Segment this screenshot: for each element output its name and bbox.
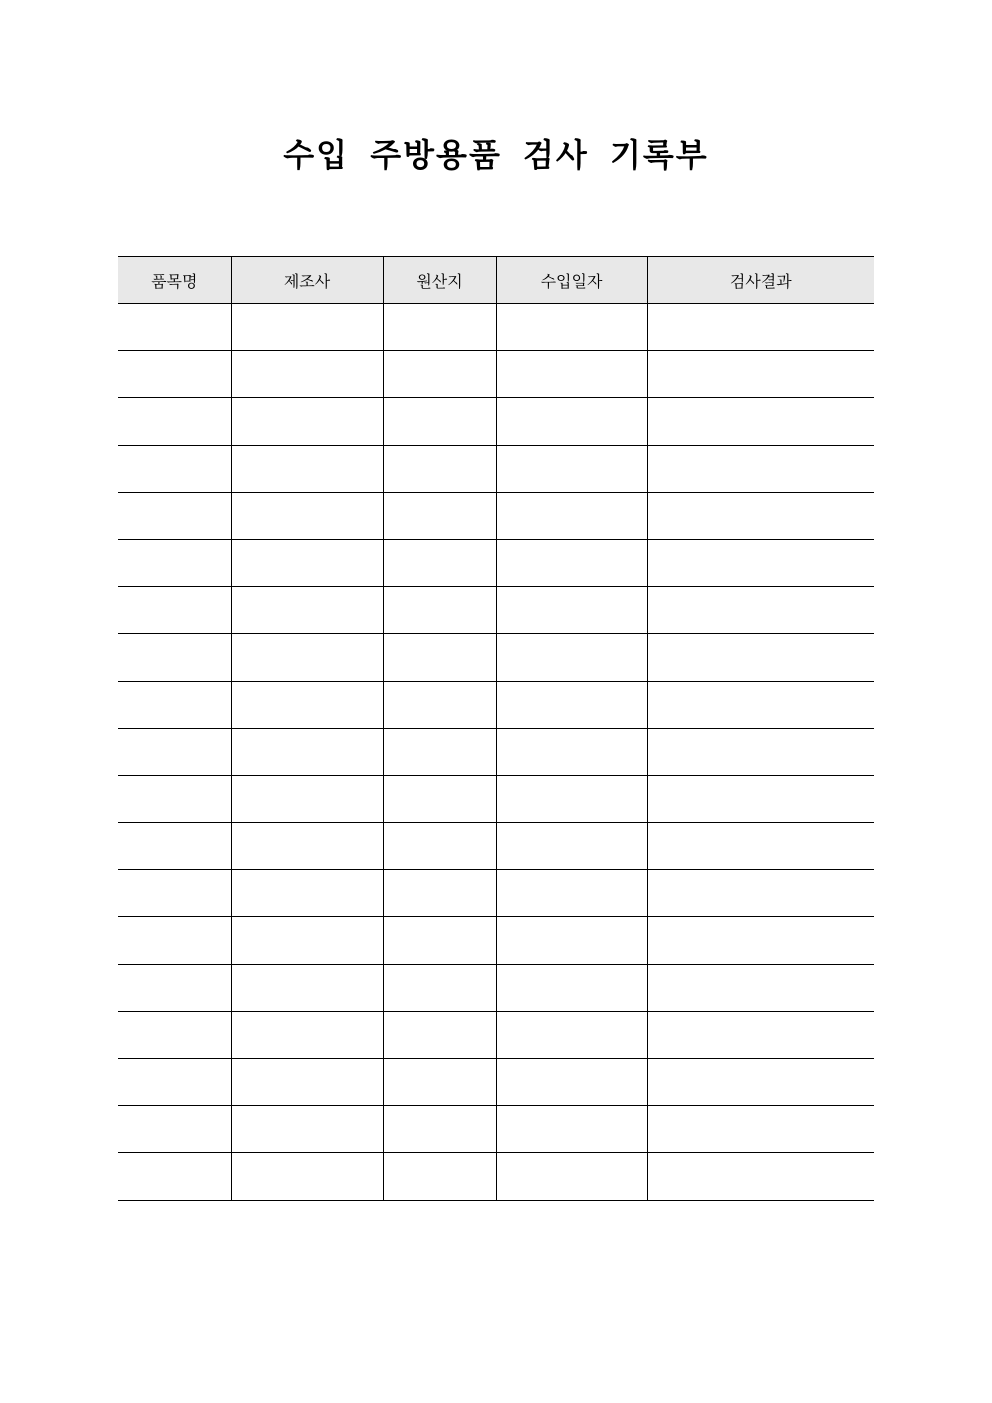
cell-origin[interactable] [383,823,496,870]
cell-import-date[interactable] [496,445,647,492]
table-row [118,492,874,539]
table-row [118,634,874,681]
table-row [118,1011,874,1058]
cell-inspection-result[interactable] [647,917,874,964]
cell-item-name[interactable] [118,1106,231,1153]
cell-inspection-result[interactable] [647,1059,874,1106]
cell-origin[interactable] [383,351,496,398]
cell-inspection-result[interactable] [647,1106,874,1153]
cell-manufacturer[interactable] [231,823,383,870]
cell-import-date[interactable] [496,964,647,1011]
cell-origin[interactable] [383,681,496,728]
cell-import-date[interactable] [496,351,647,398]
table-row [118,587,874,634]
cell-manufacturer[interactable] [231,964,383,1011]
cell-manufacturer[interactable] [231,634,383,681]
cell-item-name[interactable] [118,681,231,728]
cell-origin[interactable] [383,304,496,351]
table-row [118,775,874,822]
cell-import-date[interactable] [496,398,647,445]
cell-manufacturer[interactable] [231,351,383,398]
header-manufacturer: 제조사 [231,257,383,304]
table-body [118,304,874,1201]
document-title: 수입 주방용품 검사 기록부 [283,136,709,174]
cell-import-date[interactable] [496,492,647,539]
table-row [118,870,874,917]
cell-inspection-result[interactable] [647,870,874,917]
cell-import-date[interactable] [496,1106,647,1153]
cell-manufacturer[interactable] [231,1106,383,1153]
table-row [118,823,874,870]
cell-origin[interactable] [383,1059,496,1106]
cell-import-date[interactable] [496,681,647,728]
cell-import-date[interactable] [496,917,647,964]
cell-inspection-result[interactable] [647,728,874,775]
cell-inspection-result[interactable] [647,587,874,634]
cell-item-name[interactable] [118,634,231,681]
table-header [118,257,874,304]
table-row [118,398,874,445]
table-row [118,1106,874,1153]
cell-origin[interactable] [383,445,496,492]
cell-inspection-result[interactable] [647,964,874,1011]
cell-item-name[interactable] [118,351,231,398]
inspection-record-table [118,256,874,1201]
cell-inspection-result[interactable] [647,304,874,351]
cell-inspection-result[interactable] [647,539,874,586]
cell-origin[interactable] [383,1153,496,1200]
cell-inspection-result[interactable] [647,351,874,398]
cell-origin[interactable] [383,1011,496,1058]
cell-item-name[interactable] [118,1011,231,1058]
cell-manufacturer[interactable] [231,398,383,445]
cell-origin[interactable] [383,634,496,681]
cell-item-name[interactable] [118,823,231,870]
cell-inspection-result[interactable] [647,398,874,445]
header-row [118,257,874,304]
cell-item-name[interactable] [118,445,231,492]
cell-import-date[interactable] [496,1153,647,1200]
cell-inspection-result[interactable] [647,1011,874,1058]
cell-item-name[interactable] [118,539,231,586]
cell-import-date[interactable] [496,634,647,681]
cell-origin[interactable] [383,917,496,964]
cell-origin[interactable] [383,587,496,634]
cell-item-name[interactable] [118,304,231,351]
cell-origin[interactable] [383,539,496,586]
cell-item-name[interactable] [118,398,231,445]
cell-import-date[interactable] [496,775,647,822]
cell-item-name[interactable] [118,1059,231,1106]
header-item-name: 품목명 [118,257,231,304]
cell-import-date[interactable] [496,1011,647,1058]
table-row [118,304,874,351]
cell-item-name[interactable] [118,870,231,917]
cell-inspection-result[interactable] [647,823,874,870]
table-row [118,728,874,775]
header-inspection-result: 검사결과 [647,257,874,304]
cell-manufacturer[interactable] [231,775,383,822]
table-row [118,539,874,586]
cell-origin[interactable] [383,870,496,917]
cell-inspection-result[interactable] [647,634,874,681]
cell-item-name[interactable] [118,964,231,1011]
cell-manufacturer[interactable] [231,445,383,492]
cell-manufacturer[interactable] [231,870,383,917]
header-origin: 원산지 [383,257,496,304]
cell-manufacturer[interactable] [231,492,383,539]
cell-item-name[interactable] [118,587,231,634]
cell-manufacturer[interactable] [231,681,383,728]
cell-import-date[interactable] [496,539,647,586]
cell-manufacturer[interactable] [231,587,383,634]
cell-manufacturer[interactable] [231,1011,383,1058]
cell-origin[interactable] [383,492,496,539]
cell-origin[interactable] [383,398,496,445]
cell-item-name[interactable] [118,917,231,964]
cell-item-name[interactable] [118,492,231,539]
cell-item-name[interactable] [118,775,231,822]
cell-import-date[interactable] [496,823,647,870]
table-row [118,681,874,728]
cell-origin[interactable] [383,775,496,822]
cell-origin[interactable] [383,1106,496,1153]
cell-manufacturer[interactable] [231,728,383,775]
cell-manufacturer[interactable] [231,1153,383,1200]
cell-manufacturer[interactable] [231,304,383,351]
cell-inspection-result[interactable] [647,492,874,539]
cell-origin[interactable] [383,964,496,1011]
cell-manufacturer[interactable] [231,917,383,964]
cell-origin[interactable] [383,728,496,775]
cell-item-name[interactable] [118,1153,231,1200]
cell-item-name[interactable] [118,728,231,775]
cell-inspection-result[interactable] [647,681,874,728]
cell-manufacturer[interactable] [231,1059,383,1106]
header-import-date: 수입일자 [496,257,647,304]
table-row [118,1059,874,1106]
cell-manufacturer[interactable] [231,539,383,586]
cell-import-date[interactable] [496,870,647,917]
cell-inspection-result[interactable] [647,1153,874,1200]
table-row [118,964,874,1011]
table-row [118,445,874,492]
cell-inspection-result[interactable] [647,775,874,822]
cell-import-date[interactable] [496,304,647,351]
cell-inspection-result[interactable] [647,445,874,492]
cell-import-date[interactable] [496,587,647,634]
cell-import-date[interactable] [496,1059,647,1106]
table-row [118,917,874,964]
table-row [118,351,874,398]
table-row [118,1153,874,1200]
cell-import-date[interactable] [496,728,647,775]
